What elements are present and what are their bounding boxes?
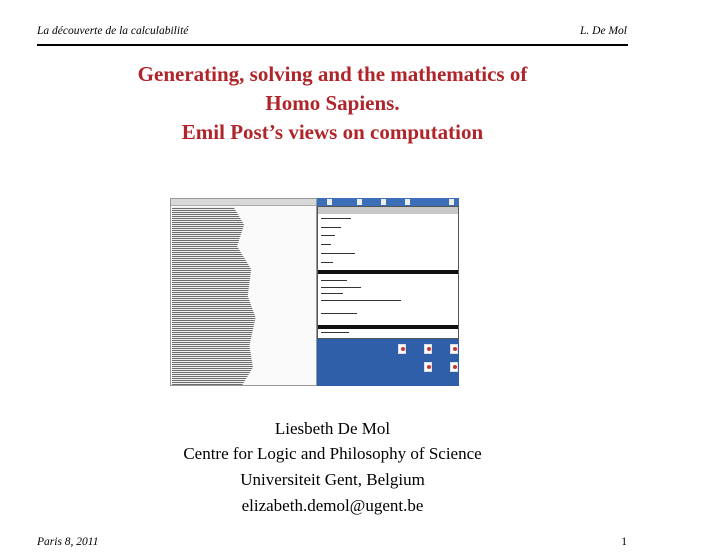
- desktop-file-icon: [450, 344, 458, 354]
- author-university: Universiteit Gent, Belgium: [240, 470, 425, 489]
- editor-text-line: [321, 253, 355, 254]
- desktop-file-icon: [398, 344, 406, 354]
- editor-text-line: [321, 244, 331, 245]
- editor-modeline: [318, 325, 458, 329]
- author-name: Liesbeth De Mol: [274, 419, 391, 438]
- running-header-author: L. De Mol: [580, 25, 627, 37]
- title-line-1: Generating, solving and the mathematics of: [137, 62, 528, 86]
- editor-window: [317, 206, 459, 339]
- page-number: 1: [621, 536, 627, 548]
- screenshot-figure: [170, 198, 459, 386]
- desktop-menubar: [317, 198, 459, 206]
- editor-text-line: [321, 287, 361, 288]
- editor-text-line: [321, 313, 357, 314]
- menubar-icon: [381, 199, 386, 205]
- footer-venue: Paris 8, 2011: [37, 536, 99, 548]
- desktop-file-icon: [450, 362, 458, 372]
- terminal-window: [170, 198, 317, 386]
- editor-text-line: [321, 332, 349, 333]
- menubar-icon: [327, 199, 332, 205]
- editor-text-line: [321, 293, 343, 294]
- terminal-output-pattern: [172, 207, 260, 385]
- editor-text-line: [321, 262, 333, 263]
- running-header-title: La découverte de la calculabilité: [37, 25, 189, 37]
- editor-text-line: [321, 227, 341, 228]
- menubar-icon: [357, 199, 362, 205]
- author-affiliation: Centre for Logic and Philosophy of Science: [183, 444, 482, 463]
- editor-modeline: [318, 270, 458, 274]
- editor-text-line: [321, 218, 351, 219]
- title-line-3: Emil Post’s views on computation: [181, 120, 484, 144]
- editor-text-line: [321, 280, 347, 281]
- editor-text-line: [321, 300, 401, 301]
- editor-text-line: [321, 235, 335, 236]
- terminal-titlebar: [171, 199, 316, 206]
- menubar-icon: [449, 199, 454, 205]
- author-email[interactable]: elizabeth.demol@ugent.be: [241, 496, 424, 515]
- desktop-file-icon: [424, 362, 432, 372]
- desktop-file-icon: [424, 344, 432, 354]
- editor-titlebar: [318, 207, 458, 214]
- title-line-2: Homo Sapiens.: [265, 91, 400, 115]
- menubar-icon: [405, 199, 410, 205]
- header-rule: [37, 44, 628, 46]
